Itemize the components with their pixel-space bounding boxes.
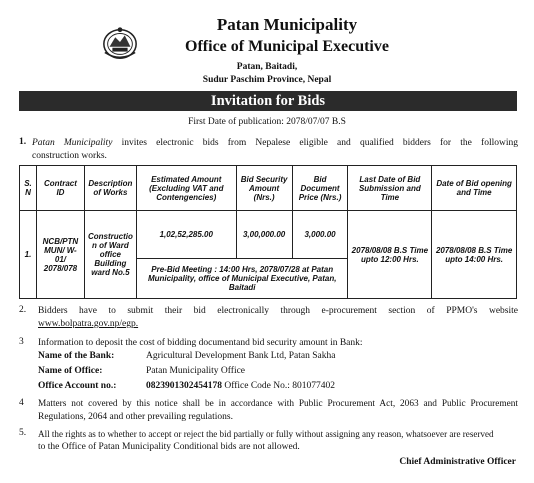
address-line-2: Sudur Paschim Province, Nepal <box>202 75 332 85</box>
item-1-line-1 <box>32 137 518 150</box>
item-1-text: invites electronic bids from Nepalese eligible and qualified bidders for the following <box>121 138 518 148</box>
account-number: 0823901302454178 <box>146 381 222 391</box>
header-doc-price: Bid Document Price (Nrs.) <box>292 166 348 211</box>
item-2-website-link[interactable]: www.bolpatra.gov.np/egp. <box>38 319 139 329</box>
cell-doc-price: 3,000.00 <box>292 211 348 259</box>
cell-bid-security: 3,00,000.00 <box>236 211 292 259</box>
cell-opening-date: 2078/08/08 B.S Time upto 14:00 Hrs. <box>432 211 517 299</box>
office-code: Office Code No.: 801077402 <box>224 381 336 391</box>
signature-title: Chief Administrative Officer <box>399 457 516 467</box>
item-2-number: 2. <box>19 305 27 315</box>
account-row <box>146 381 335 391</box>
item-3-number: 3 <box>19 337 24 347</box>
item-5-number: 5. <box>19 428 27 438</box>
invitation-banner: Invitation for Bids <box>19 91 517 111</box>
publication-date: First Date of publication: 2078/07/07 B.S <box>188 117 346 127</box>
item-5-line-2: to the Office of Patan Municipality Conditional bids are not allowed. <box>38 442 300 452</box>
item-4-line-1: Matters not covered by this notice shall be in accordance with Public Procurement Act, 2063 and Public Procurement <box>38 399 518 409</box>
bids-table <box>19 165 517 299</box>
office-name-label: Name of Office: <box>38 366 103 376</box>
account-label: Office Account no.: <box>38 381 117 391</box>
bank-name-row <box>38 351 114 361</box>
item-5-line-1: All the rights as to whether to accept or reject the bid partially or fully without assigning any reason, whatsoever are reserved <box>38 429 494 439</box>
cell-sn: 1. <box>20 211 37 299</box>
item-4-line-2: Regulations, 2064 and other prevailing regulations. <box>38 412 233 422</box>
cell-prebid-meeting: Pre-Bid Meeting : 14:00 Hrs, 2078/07/28 at Patan Municipality, office of Municipal Executive, Patan, Baitadi <box>136 259 348 299</box>
cell-description: Constructio n of Ward office Building ward No.5 <box>84 211 136 299</box>
item-2-line-1: Bidders have to submit their bid electronically through e-procurement section of PPMO's website <box>38 306 518 316</box>
municipality-title: Patan Municipality <box>216 15 358 34</box>
office-name-value: Patan Municipality Office <box>146 366 246 376</box>
header-description: Description of Works <box>84 166 136 211</box>
cell-last-date: 2078/08/08 B.S Time upto 12:00 Hrs. <box>348 211 432 299</box>
bank-name-value: Agricultural Development Bank Ltd, Patan Sakha <box>146 351 336 361</box>
table-row <box>20 211 517 259</box>
item-1-line-2: construction works. <box>32 151 107 161</box>
header-bid-security: Bid Security Amount (Nrs.) <box>236 166 292 211</box>
cell-contract-id: NCB/PTN MUN/ W-01/ 2078/078 <box>36 211 84 299</box>
cell-estimated-amount: 1,02,52,285.00 <box>136 211 236 259</box>
header-opening-date: Date of Bid opening and Time <box>432 166 517 211</box>
bank-name-label: Name of the Bank: <box>38 351 115 361</box>
item-1-org: Patan Municipality <box>32 138 113 148</box>
item-4-number: 4 <box>19 398 24 408</box>
header-sn: S. N <box>20 166 37 211</box>
item-1-number: 1. <box>19 137 27 147</box>
header-last-date: Last Date of Bid Submission and Time <box>348 166 432 211</box>
header-contract-id: Contract ID <box>36 166 84 211</box>
item-3-line-1: Information to deposit the cost of bidding documentand bid security amount in Bank: <box>38 338 363 348</box>
address-line-1: Patan, Baitadi, <box>236 62 298 72</box>
office-subtitle: Office of Municipal Executive <box>185 38 389 55</box>
header-estimated-amount: Estimated Amount (Excluding VAT and Contengencies) <box>136 166 236 211</box>
table-header-row <box>20 166 517 211</box>
